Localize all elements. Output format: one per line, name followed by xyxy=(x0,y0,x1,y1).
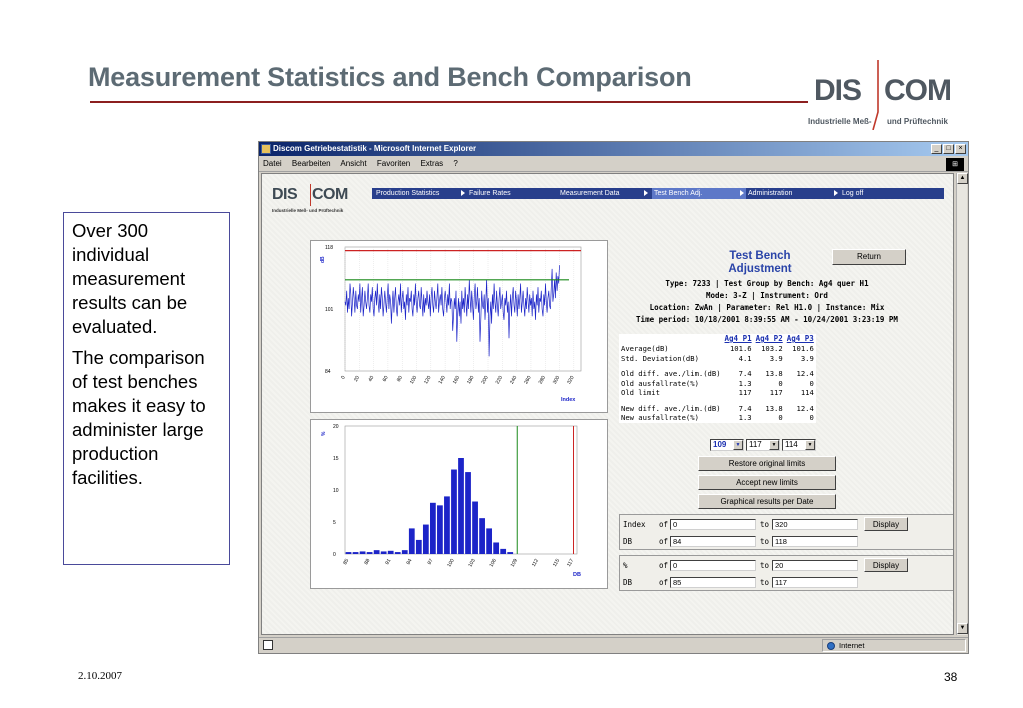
x-tick-label: 91 xyxy=(384,558,393,566)
page-status-icon xyxy=(263,640,273,650)
page-heading-line2: Adjustment xyxy=(728,263,792,275)
row-label: New ausfallrate(%) xyxy=(621,413,699,422)
restore-limits-button[interactable]: Restore original limits xyxy=(698,456,836,471)
nav-administration[interactable]: Administration xyxy=(748,190,793,197)
limit-select-p1-value: 109 xyxy=(713,440,727,449)
window-titlebar[interactable] xyxy=(259,142,968,156)
menu-bearbeiten[interactable]: Bearbeiten xyxy=(291,159,331,168)
row-label: Old diff. ave./lim.(dB) xyxy=(621,369,721,378)
table-row xyxy=(619,404,816,414)
cell: 1.3 xyxy=(738,378,752,388)
histogram-bar xyxy=(395,552,401,554)
stats-col-ag4-p3[interactable]: Ag4 P3 xyxy=(786,334,814,343)
x-tick-label: 20 xyxy=(353,375,362,383)
return-button[interactable]: Return xyxy=(832,249,906,265)
graphical-results-button[interactable]: Graphical results per Date xyxy=(698,494,836,509)
x-tick-label: 40 xyxy=(367,375,376,383)
row-label: Old limit xyxy=(621,388,660,397)
x-tick-label: 300 xyxy=(551,375,562,386)
logo-subtitle-right: und Prüftechnik xyxy=(887,117,948,126)
menu-favoriten[interactable]: Favoriten xyxy=(376,159,411,168)
range2-row1-to: to xyxy=(760,561,770,570)
nav-failure-rates[interactable]: Failure Rates xyxy=(469,190,511,197)
display-button-index[interactable]: Display xyxy=(864,517,908,531)
chevron-down-icon: ▼ xyxy=(733,440,743,450)
maximize-button[interactable]: □ xyxy=(943,144,954,154)
x-tick-label: 115 xyxy=(551,558,562,568)
footer-date: 2.10.2007 xyxy=(78,670,122,682)
histogram-bar xyxy=(346,552,352,554)
window-title: Discom Getriebestatistik - Microsoft Internet Explorer xyxy=(273,144,477,153)
menu-help[interactable]: ? xyxy=(453,159,458,168)
x-tick-label: 320 xyxy=(566,375,576,386)
range1-row2-of: of xyxy=(659,537,669,546)
x-tick-label: 260 xyxy=(523,375,533,386)
x-tick-label: 0 xyxy=(340,375,347,381)
histogram-bar xyxy=(500,549,506,554)
page-heading xyxy=(722,250,798,276)
status-bar xyxy=(259,637,968,653)
x-tick-label: 240 xyxy=(509,375,519,386)
histogram-bar xyxy=(353,552,359,554)
histogram-bar xyxy=(423,525,429,554)
cell: 7.4 xyxy=(738,403,752,413)
page-content xyxy=(261,173,954,635)
y-tick-label: 10 xyxy=(333,488,339,494)
range1-row2-to: to xyxy=(760,537,770,546)
info-time-line: Time period: 10/18/2001 8:39:55 AM - 10/24/2001 3:23:19 PM xyxy=(636,315,898,324)
cell: 103.2 xyxy=(761,344,783,353)
info-type-line: Type: 7233 | Test Group by Bench: Ag4 quer H1 xyxy=(665,279,869,288)
percent-to-input[interactable]: 20 xyxy=(772,560,858,571)
slide-title: Measurement Statistics and Bench Comparison xyxy=(88,62,692,92)
page-logo-right: COM xyxy=(312,186,348,203)
x-tick-label: 160 xyxy=(451,375,462,386)
histogram-bar xyxy=(472,502,478,554)
cell: 101.6 xyxy=(792,344,814,353)
db-to-input[interactable]: 118 xyxy=(772,536,858,547)
x-tick-label: 112 xyxy=(530,558,541,568)
notes-box xyxy=(63,212,230,565)
table-row xyxy=(619,344,816,354)
cell: 13.8 xyxy=(765,403,783,413)
chevron-down-icon: ▼ xyxy=(769,440,779,450)
x-tick-label: 103 xyxy=(467,558,477,569)
limit-select-p1[interactable] xyxy=(710,439,744,451)
stats-col-ag4-p2[interactable]: Ag4 P2 xyxy=(755,334,783,343)
histogram-bar xyxy=(444,496,450,554)
db-from-input[interactable]: 84 xyxy=(670,536,756,547)
histogram-bar xyxy=(430,503,436,554)
cell: 101.6 xyxy=(729,344,752,353)
table-row xyxy=(619,354,816,364)
x-tick-label: 140 xyxy=(437,375,447,386)
nav-measurement-data[interactable]: Measurement Data xyxy=(560,190,620,197)
info-mode-line: Mode: 3-Z | Instrument: Ord xyxy=(706,291,828,300)
limit-select-p2-value: 117 xyxy=(749,440,762,449)
chevron-down-icon: ▼ xyxy=(805,440,815,450)
range2-row2-of: of xyxy=(659,578,669,587)
x-tick-label: 80 xyxy=(395,375,404,383)
security-zone xyxy=(822,639,966,652)
cell: 0 xyxy=(778,413,783,422)
row-label: New diff. ave./lim.(dB) xyxy=(621,403,721,413)
globe-icon xyxy=(827,642,835,650)
db2-from-input[interactable]: 85 xyxy=(670,577,756,588)
y-tick-label: 0 xyxy=(333,552,336,558)
stats-table-wrap xyxy=(619,334,816,423)
cell: 0 xyxy=(778,378,783,388)
accept-limits-button[interactable]: Accept new limits xyxy=(698,475,836,490)
nav-arrow-icon xyxy=(461,190,465,196)
cell: 12.4 xyxy=(796,403,814,413)
histogram-bar xyxy=(479,518,485,554)
index-from-input[interactable]: 0 xyxy=(670,519,756,530)
logo-text-right: COM xyxy=(884,74,951,107)
row-label: Std. Deviation(dB) xyxy=(621,353,699,363)
windows-logo-icon: ⊞ xyxy=(946,158,964,171)
logo-text-left: DIS xyxy=(814,74,862,107)
x-tick-label: 88 xyxy=(363,558,372,566)
y-tick-label: 84 xyxy=(325,369,331,375)
page-number: 38 xyxy=(944,670,958,684)
histogram-bar xyxy=(381,551,387,554)
x-tick-label: 60 xyxy=(381,375,390,383)
db2-to-input[interactable]: 117 xyxy=(772,577,858,588)
page-logo-slash-icon xyxy=(310,184,311,206)
range1-row1-label: Index xyxy=(623,520,646,529)
histogram-chart xyxy=(311,420,607,588)
page-heading-line1: Test Bench xyxy=(729,250,791,262)
y-axis-label: % xyxy=(321,431,327,436)
logo-subtitle-left: Industrielle Meß- xyxy=(808,117,872,126)
security-zone-label: Internet xyxy=(839,641,865,650)
cell: 13.8 xyxy=(765,369,783,378)
nav-production-statistics[interactable]: Production Statistics xyxy=(376,190,440,197)
histogram-bar xyxy=(416,540,422,554)
ie-page-icon xyxy=(261,144,271,154)
histogram-bar xyxy=(402,550,408,554)
x-tick-label: 280 xyxy=(537,375,547,386)
x-tick-label: 200 xyxy=(480,375,490,386)
y-axis-label: dB xyxy=(320,256,326,263)
x-tick-label: 120 xyxy=(423,375,433,386)
menu-datei[interactable]: Datei xyxy=(263,159,282,168)
range2-row1-label: % xyxy=(623,561,628,570)
cell: 7.4 xyxy=(738,369,752,378)
stats-corner xyxy=(619,334,723,344)
logo-slash-icon xyxy=(872,60,884,130)
x-axis-label: DB xyxy=(573,572,581,578)
page-logo-subtitle: Industrielle Meß- und Prüftechnik xyxy=(272,208,344,213)
histogram-bar xyxy=(465,472,471,554)
cell: 3.9 xyxy=(800,353,814,363)
cell: 0 xyxy=(809,378,814,388)
display-button-percent[interactable]: Display xyxy=(864,558,908,572)
x-tick-label: 100 xyxy=(408,375,419,386)
y-tick-label: 20 xyxy=(333,424,339,430)
y-tick-label: 15 xyxy=(333,456,339,462)
x-tick-label: 109 xyxy=(509,558,519,569)
x-tick-label: 117 xyxy=(566,558,576,568)
menu-ansicht[interactable]: Ansicht xyxy=(340,159,367,168)
cell: 117 xyxy=(738,388,752,397)
cell: 0 xyxy=(809,413,814,422)
line-chart xyxy=(311,241,607,412)
y-tick-label: 101 xyxy=(325,307,334,313)
histogram-bar xyxy=(367,552,373,554)
browser-window xyxy=(258,141,969,654)
x-tick-label: 180 xyxy=(466,375,476,386)
range1-row1-to: to xyxy=(760,520,770,529)
cell: 12.4 xyxy=(796,369,814,378)
x-axis-label: Index xyxy=(561,397,576,403)
y-tick-label: 118 xyxy=(325,245,333,251)
percent-range-form xyxy=(619,555,954,591)
range2-row2-label: DB xyxy=(623,578,633,587)
histogram-bar xyxy=(451,470,457,554)
histogram-bar xyxy=(437,505,443,554)
index-range-form xyxy=(619,514,954,550)
nav-test-bench-adj[interactable]: Test Bench Adj. xyxy=(652,188,746,199)
percent-from-input[interactable]: 0 xyxy=(670,560,756,571)
cell: 4.1 xyxy=(738,353,752,363)
histogram-bar xyxy=(458,458,464,554)
range2-row1-of: of xyxy=(659,561,669,570)
cell: 1.3 xyxy=(738,413,752,422)
row-label: Average(dB) xyxy=(621,344,669,353)
x-tick-label: 97 xyxy=(426,558,435,566)
note-paragraph-2: The comparison of test benches makes it easy to administer large production facilities. xyxy=(72,347,206,488)
x-tick-label: 100 xyxy=(446,558,456,569)
cell: 3.9 xyxy=(769,353,783,363)
table-row xyxy=(619,369,816,379)
stats-table xyxy=(619,334,816,423)
menu-extras[interactable]: Extras xyxy=(420,159,444,168)
nav-arrow-icon xyxy=(740,190,744,196)
cell: 117 xyxy=(769,388,783,397)
histogram-bar xyxy=(493,542,499,554)
minimize-button[interactable]: _ xyxy=(931,144,942,154)
scroll-up-icon[interactable]: ▲ xyxy=(957,173,968,184)
table-row xyxy=(619,388,816,398)
histogram-bar xyxy=(388,551,394,554)
cell: 114 xyxy=(800,388,814,397)
y-tick-label: 5 xyxy=(333,520,336,526)
range2-row2-to: to xyxy=(760,578,770,587)
x-tick-label: 106 xyxy=(488,558,498,569)
index-to-input[interactable]: 320 xyxy=(772,519,858,530)
histogram-bar xyxy=(409,528,415,554)
histogram-bar xyxy=(360,551,366,554)
limit-select-p3-value: 114 xyxy=(785,440,798,449)
nav-arrow-icon xyxy=(644,190,648,196)
line-chart-panel xyxy=(310,240,608,413)
menu-bar xyxy=(259,157,968,172)
histogram-panel xyxy=(310,419,608,589)
scroll-down-icon[interactable]: ▼ xyxy=(957,623,968,634)
x-tick-label: 85 xyxy=(342,558,351,566)
vertical-scrollbar[interactable] xyxy=(956,173,967,635)
nav-arrow-icon xyxy=(834,190,838,196)
nav-log-off[interactable]: Log off xyxy=(842,190,864,197)
x-tick-label: 94 xyxy=(405,558,414,566)
histogram-bar xyxy=(507,552,513,554)
x-tick-label: 220 xyxy=(494,375,505,386)
page-logo-left: DIS xyxy=(272,186,298,203)
histogram-bar xyxy=(374,550,380,554)
title-rule xyxy=(90,101,808,103)
limit-select-p2[interactable] xyxy=(746,439,780,451)
range1-row1-of: of xyxy=(659,520,669,529)
range1-row2-label: DB xyxy=(623,537,633,546)
histogram-bar xyxy=(486,528,492,554)
info-location-line: Location: ZwAn | Parameter: Rel H1.0 | Instance: Mix xyxy=(649,303,885,312)
row-label: Old ausfallrate(%) xyxy=(621,378,699,388)
nav-bar xyxy=(372,188,944,199)
table-row xyxy=(619,379,816,389)
table-row xyxy=(619,413,816,423)
close-button[interactable]: × xyxy=(955,144,966,154)
note-paragraph-1: Over 300 individual measurement results can be evaluated. xyxy=(72,220,188,337)
stats-col-ag4-p1[interactable]: Ag4 P1 xyxy=(724,334,752,343)
limit-select-p3[interactable] xyxy=(782,439,816,451)
